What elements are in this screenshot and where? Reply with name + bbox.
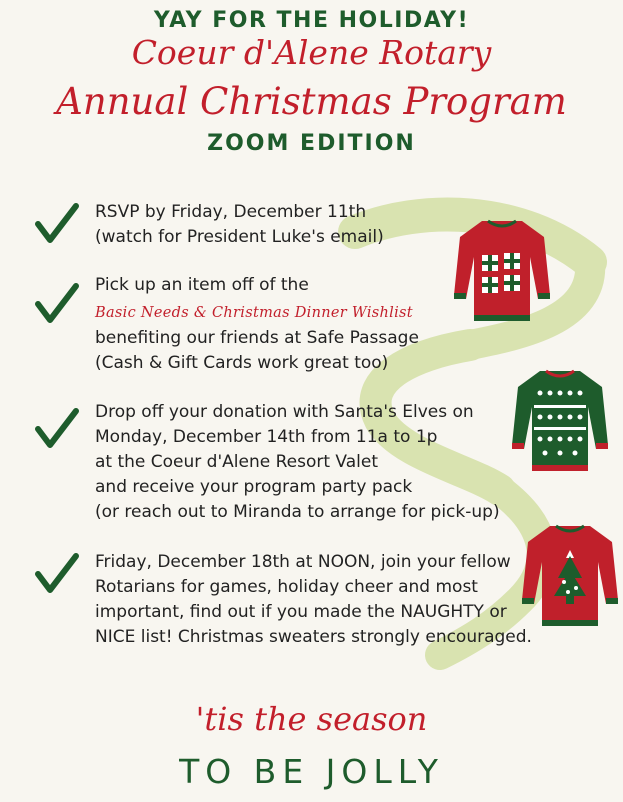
item-text: (or reach out to Miranda to arrange for pick-up) [95, 502, 500, 522]
red-gift-sweater-icon [452, 215, 552, 327]
item-text: Drop off your donation with Santa's Elves on [95, 402, 474, 422]
item-text: important, find out if you made the NAUGHTY or [95, 602, 507, 622]
red-tree-sweater-icon [520, 520, 620, 632]
checkmark-icon [34, 280, 80, 326]
to-be-jolly-text: TO BE JOLLY [179, 752, 444, 791]
item-text: and receive your program party pack [95, 477, 413, 497]
item-text: Monday, December 14th from 11a to 1p [95, 427, 438, 447]
item-text: (Cash & Gift Cards work great too) [95, 353, 389, 373]
tis-the-season-text: 'tis the season [195, 700, 428, 738]
dropoff-item [95, 400, 500, 525]
item-text: Rotarians for games, holiday cheer and most [95, 577, 478, 597]
item-text: Pick up an item off of the [95, 275, 309, 295]
item-text: at the Coeur d'Alene Resort Valet [95, 452, 378, 472]
rsvp-item [95, 200, 384, 250]
title-line-2: Annual Christmas Program [56, 80, 567, 123]
edition-label: ZOOM EDITION [207, 131, 416, 156]
event-item [95, 550, 532, 650]
item-text: (watch for President Luke's email) [95, 227, 384, 247]
title-line-1: Coeur d'Alene Rotary [131, 33, 492, 72]
wishlist-link-text: Basic Needs & Christmas Dinner Wishlist [95, 305, 413, 321]
tagline: YAY FOR THE HOLIDAY! [153, 8, 470, 33]
checkmark-icon [34, 550, 80, 596]
checkmark-icon [34, 405, 80, 451]
item-text: NICE list! Christmas sweaters strongly encouraged. [95, 627, 532, 647]
item-text: benefiting our friends at Safe Passage [95, 328, 419, 348]
pickup-item [95, 273, 419, 376]
green-snowflake-sweater-icon [510, 365, 610, 477]
checkmark-icon [34, 200, 80, 246]
item-text: RSVP by Friday, December 11th [95, 202, 367, 222]
item-text: Friday, December 18th at NOON, join your fellow [95, 552, 511, 572]
